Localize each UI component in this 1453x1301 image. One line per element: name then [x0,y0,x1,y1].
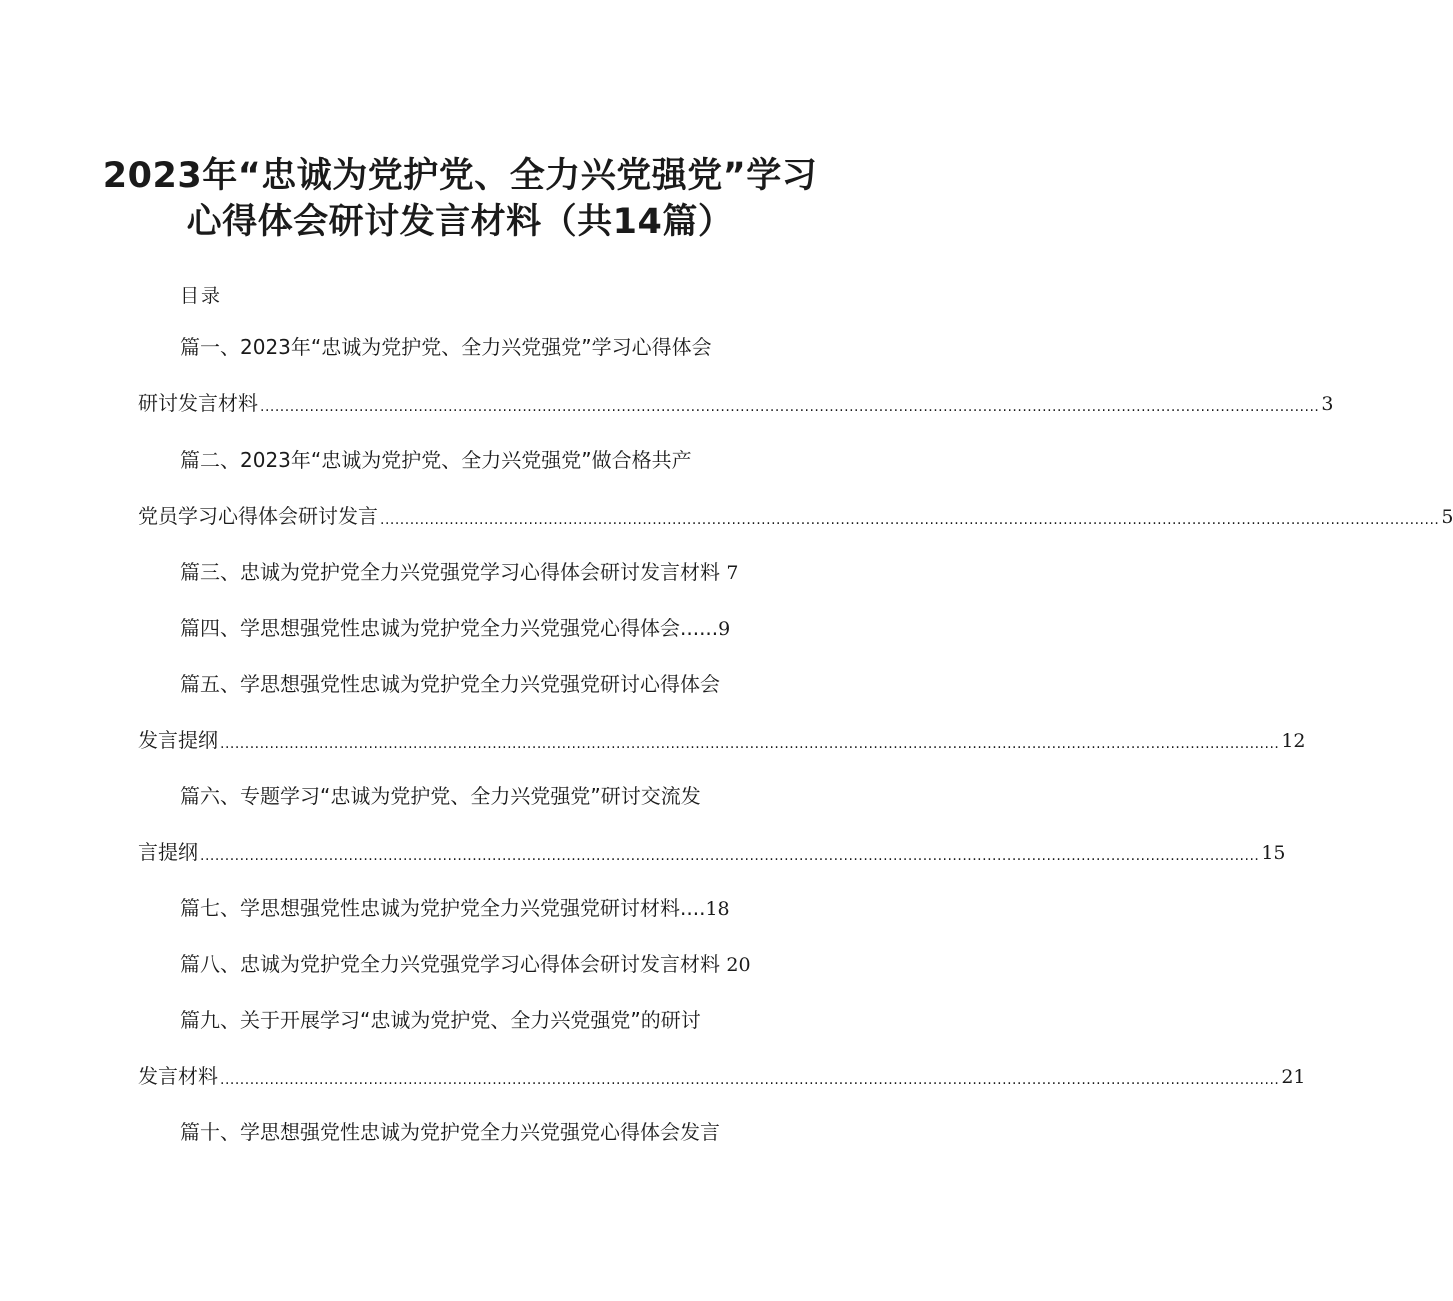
toc-entry-7-title: 篇七、学思想强党性忠诚为党护党全力兴党强党研讨材料.... [180,896,706,920]
toc-entry-1-title: 篇一、2023年“忠诚为党护党、全力兴党强党”学习心得体会 [180,335,712,359]
toc-entry-7-page: 18 [705,898,730,920]
document-title-line-2: 心得体会研讨发言材料（共14篇） [186,202,734,242]
toc-entry-7[interactable] [180,895,730,921]
toc-entry-5-title-cont: 发言提纲 [138,728,218,752]
toc-entry-9-continuation[interactable] [138,1063,1306,1089]
toc-entry-5[interactable] [180,671,720,697]
toc-entry-6-title-cont: 言提纲 [138,840,198,864]
toc-entry-1[interactable] [180,334,712,360]
toc-entry-6-continuation[interactable] [138,839,1286,865]
toc-entry-9-title: 篇九、关于开展学习“忠诚为党护党、全力兴党强党”的研讨 [180,1008,701,1032]
toc-entry-3[interactable] [180,559,738,585]
toc-entry-4[interactable] [180,615,730,641]
toc-entry-10-title: 篇十、学思想强党性忠诚为党护党全力兴党强党心得体会发言 [180,1120,720,1144]
toc-entry-8-title: 篇八、忠诚为党护党全力兴党强党学习心得体会研讨发言材料 [180,952,720,976]
toc-entry-4-title: 篇四、学思想强党性忠诚为党护党全力兴党强党心得体会...... [180,616,719,640]
toc-entry-2-title-cont: 党员学习心得体会研讨发言 [138,504,378,528]
toc-entry-1-page: 3 [1321,393,1334,415]
toc-entry-2[interactable] [180,447,692,473]
toc-entry-4-page: 9 [718,618,731,640]
toc-entry-2-title: 篇二、2023年“忠诚为党护党、全力兴党强党”做合格共产 [180,448,692,472]
leader-dots: ...................................................................................................................................................................................................................... [220,1072,1280,1088]
leader-dots: ...................................................................................................................................................................................................................... [220,736,1280,752]
toc-entry-6[interactable] [180,783,701,809]
toc-entry-2-continuation[interactable] [138,503,1453,529]
toc-entry-9-title-cont: 发言材料 [138,1064,218,1088]
toc-entry-6-page: 15 [1261,842,1286,864]
toc-entry-1-continuation[interactable] [138,390,1334,416]
toc-entry-10[interactable] [180,1119,720,1145]
toc-entry-3-title: 篇三、忠诚为党护党全力兴党强党学习心得体会研讨发言材料 [180,560,720,584]
toc-entry-8-page: 20 [726,954,751,976]
toc-entry-9-page: 21 [1281,1066,1306,1088]
toc-entry-6-title: 篇六、专题学习“忠诚为党护党、全力兴党强党”研讨交流发 [180,784,701,808]
toc-entry-9[interactable] [180,1007,701,1033]
leader-dots: ...................................................................................................................................................................................................................... [260,399,1320,415]
toc-heading: 目录 [180,285,223,307]
toc-entry-2-page: 5 [1441,506,1453,528]
leader-dots: ...................................................................................................................................................................................................................... [380,512,1440,528]
toc-entry-3-page: 7 [726,562,739,584]
toc-entry-8[interactable] [180,951,751,977]
toc-entry-1-title-cont: 研讨发言材料 [138,391,258,415]
toc-entry-5-page: 12 [1281,730,1306,752]
toc-entry-5-title: 篇五、学思想强党性忠诚为党护党全力兴党强党研讨心得体会 [180,672,720,696]
document-title-line-1: 2023年“忠诚为党护党、全力兴党强党”学习 [102,156,818,196]
leader-dots: ...................................................................................................................................................................................................................... [200,848,1260,864]
toc-entry-5-continuation[interactable] [138,727,1306,753]
